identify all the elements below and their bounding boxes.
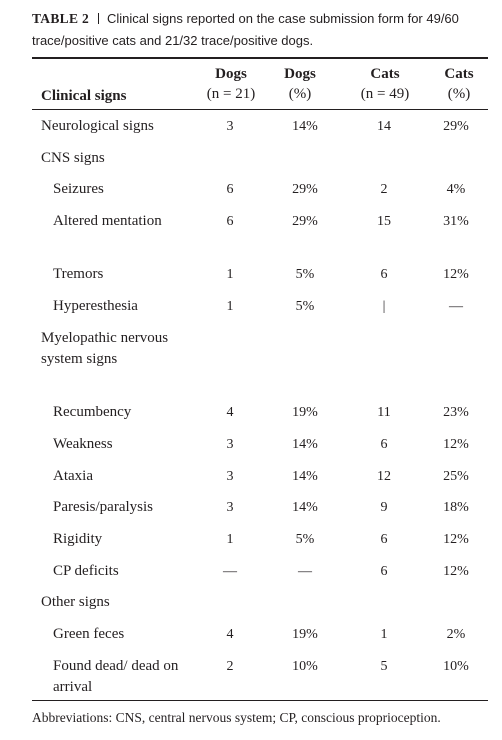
- cell-dogs-n: 3: [226, 119, 234, 134]
- row-label: Altered mentation: [53, 213, 162, 229]
- cell-cats-pct: 18%: [443, 500, 469, 515]
- row-label: CP deficits: [53, 563, 119, 579]
- cell-cats-pct: 4%: [446, 182, 466, 197]
- row-label: Other signs: [41, 594, 110, 610]
- row-label: Weakness: [53, 436, 113, 452]
- cell-cats-n: 6: [380, 532, 388, 547]
- row-label: Rigidity: [53, 531, 103, 547]
- row-label: Seizures: [53, 181, 104, 197]
- row-label: Myelopathic nervous system signs: [41, 330, 169, 367]
- header-dogs-n-title: Dogs: [215, 66, 247, 82]
- cell-cats-pct: 12%: [443, 532, 469, 547]
- header-cats-n-sub: (n = 49): [360, 86, 410, 102]
- row-label: Hyperesthesia: [53, 298, 138, 314]
- cell-cats-n: 1: [380, 627, 388, 642]
- cell-dogs-n: 3: [226, 500, 234, 515]
- cell-dogs-pct: 5%: [295, 299, 315, 314]
- cell-cats-pct: 12%: [443, 564, 469, 579]
- cell-dogs-pct: 10%: [292, 659, 318, 674]
- header-rule: [32, 109, 488, 110]
- cell-cats-pct: 25%: [443, 469, 469, 484]
- cell-cats-pct: 29%: [443, 119, 469, 134]
- table-footnote: Abbreviations: CNS, central nervous system; CP, conscious proprioception.: [32, 710, 441, 725]
- cell-cats-n: 2: [380, 182, 388, 197]
- cell-cats-n: |: [382, 299, 386, 314]
- row-label: CNS signs: [41, 150, 105, 166]
- cell-cats-n: 11: [377, 405, 391, 420]
- cell-dogs-pct: 5%: [295, 532, 315, 547]
- row-label: Tremors: [53, 266, 104, 282]
- cell-cats-pct: 10%: [443, 659, 469, 674]
- header-dogs-pct-sub: (%): [288, 86, 312, 102]
- caption-separator: [98, 13, 99, 24]
- cell-cats-n: 6: [380, 437, 388, 452]
- cell-dogs-n: 3: [226, 437, 234, 452]
- header-cats-n-title: Cats: [370, 66, 400, 82]
- cell-dogs-n: 1: [226, 267, 234, 282]
- cell-cats-n: 9: [380, 500, 388, 515]
- row-label: Recumbency: [53, 404, 132, 420]
- cell-cats-pct: —: [449, 299, 463, 314]
- cell-dogs-n: 1: [226, 532, 234, 547]
- cell-cats-n: 5: [380, 659, 388, 674]
- cell-cats-pct: 23%: [443, 405, 469, 420]
- cell-dogs-n: 2: [226, 659, 234, 674]
- cell-dogs-pct: 14%: [292, 437, 318, 452]
- row-label: Paresis/paralysis: [53, 499, 153, 515]
- cell-dogs-n: 1: [226, 299, 234, 314]
- cell-cats-pct: 12%: [443, 437, 469, 452]
- row-label: Green feces: [53, 626, 125, 642]
- header-dogs-pct-title: Dogs: [284, 66, 316, 82]
- row-label: Neurological signs: [41, 118, 154, 134]
- caption-text: Clinical signs reported on the case submission form for 49/60 trace/positive cats and 21/32 trace/positive dogs.: [32, 11, 459, 48]
- cell-dogs-pct: —: [298, 564, 312, 579]
- cell-dogs-n: —: [223, 564, 237, 579]
- bottom-rule: [32, 700, 488, 701]
- header-dogs-n-sub: (n = 21): [206, 86, 256, 102]
- cell-dogs-pct: 19%: [292, 405, 318, 420]
- table-caption: [32, 8, 497, 52]
- cell-cats-n: 14: [377, 119, 391, 134]
- cell-dogs-pct: 14%: [292, 469, 318, 484]
- header-cats-pct-title: Cats: [444, 66, 474, 82]
- cell-dogs-pct: 29%: [292, 214, 318, 229]
- cell-dogs-n: 6: [226, 214, 234, 229]
- cell-cats-pct: 12%: [443, 267, 469, 282]
- header-cats-pct-sub: (%): [447, 86, 471, 102]
- header-cats-pct: [429, 64, 489, 104]
- cell-cats-n: 15: [377, 214, 391, 229]
- top-rule: [32, 57, 488, 59]
- cell-cats-pct: 2%: [446, 627, 466, 642]
- caption-label: TABLE 2: [32, 11, 89, 26]
- header-dogs-pct: [270, 64, 330, 104]
- cell-cats-n: 12: [377, 469, 391, 484]
- cell-dogs-n: 6: [226, 182, 234, 197]
- cell-dogs-pct: 14%: [292, 119, 318, 134]
- row-label: Found dead/ dead on arrival: [53, 658, 179, 695]
- cell-dogs-pct: 29%: [292, 182, 318, 197]
- header-clinical-signs: Clinical signs: [41, 88, 127, 104]
- cell-dogs-pct: 14%: [292, 500, 318, 515]
- cell-cats-n: 6: [380, 267, 388, 282]
- header-dogs-n: [196, 64, 266, 104]
- row-label: Ataxia: [53, 468, 93, 484]
- cell-dogs-n: 4: [226, 405, 234, 420]
- cell-dogs-pct: 19%: [292, 627, 318, 642]
- header-cats-n: [350, 64, 420, 104]
- cell-dogs-pct: 5%: [295, 267, 315, 282]
- cell-cats-pct: 31%: [443, 214, 469, 229]
- cell-cats-n: 6: [380, 564, 388, 579]
- cell-dogs-n: 3: [226, 469, 234, 484]
- cell-dogs-n: 4: [226, 627, 234, 642]
